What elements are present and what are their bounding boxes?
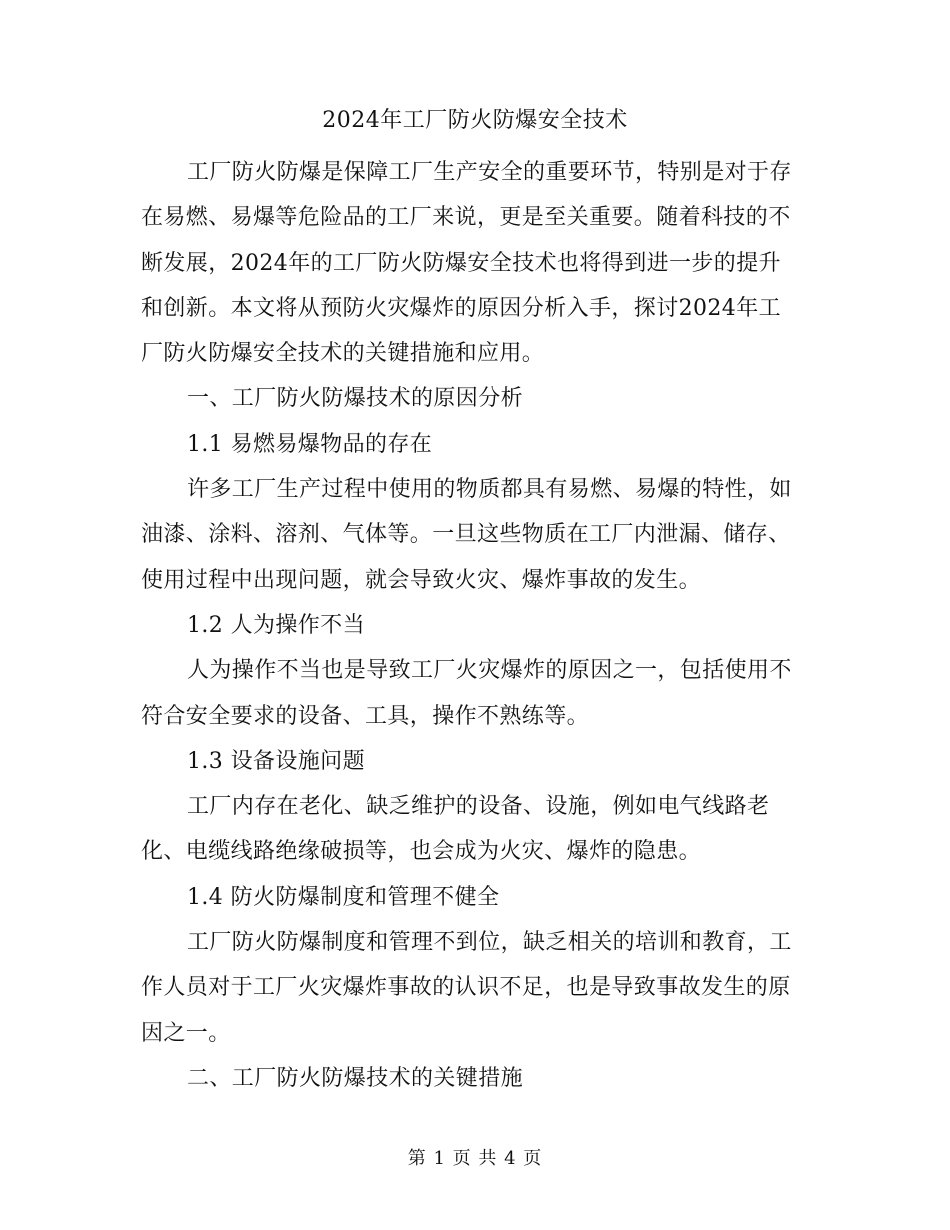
subsection-heading-1-3: 1.3 设备设施问题 [187,748,365,774]
paragraph-1-1: 许多工厂生产过程中使用的物质都具有易燃、易爆的特性，如油漆、涂料、溶剂、气体等。一旦这些物质在工厂内泄漏、储存、使用过程中出现问题，就会导致火灾、爆炸事故的发生。 [141,477,792,593]
subsection-heading-1-1: 1.1 易燃易爆物品的存在 [187,431,433,457]
section-heading-2: 二、工厂防火防爆技术的关键措施 [187,1065,524,1091]
section-heading-1: 一、工厂防火防爆技术的原因分析 [187,386,524,412]
intro-paragraph: 工厂防火防爆是保障工厂生产安全的重要环节，特别是对于存在易燃、易爆等危险品的工厂来说，更是至关重要。随着科技的不断发展，2024年的工厂防火防爆安全技术也将得到进一步的提升和创新。本文将从预防火灾爆炸的原因分析入手，探讨2024年工厂防火防爆安全技术的关键措施和应用。 [141,160,792,367]
subsection-heading-1-4: 1.4 防火防爆制度和管理不健全 [187,884,500,910]
document-title: 2024年工厂防火防爆安全技术 [322,108,628,133]
page-number-label: 第 1 页 共 4 页 [407,1148,543,1169]
document-body [141,150,801,1101]
paragraph-1-2: 人为操作不当也是导致工厂火灾爆炸的原因之一，包括使用不符合安全要求的设备、工具，操作不熟练等。 [141,658,792,729]
paragraph-1-4: 工厂防火防爆制度和管理不到位，缺乏相关的培训和教育，工作人员对于工厂火灾爆炸事故的认识不足，也是导致事故发生的原因之一。 [141,930,792,1046]
paragraph-1-3: 工厂内存在老化、缺乏维护的设备、设施，例如电气线路老化、电缆线路绝缘破损等，也会成为火灾、爆炸的隐患。 [141,794,770,865]
subsection-heading-1-2: 1.2 人为操作不当 [187,612,365,638]
page-footer [0,1146,950,1172]
